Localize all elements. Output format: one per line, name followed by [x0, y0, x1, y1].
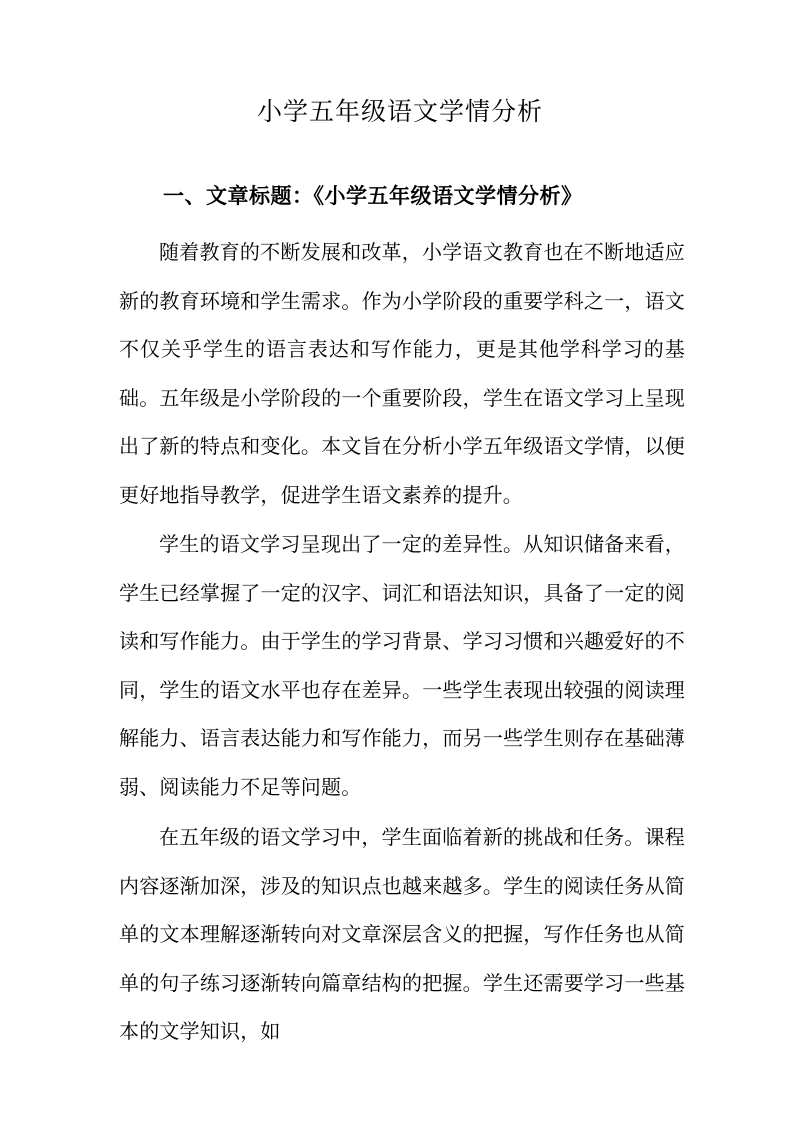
document-title: 小学五年级语文学情分析	[256, 97, 543, 126]
paragraph-intro: 随着教育的不断发展和改革，小学语文教育也在不断地适应新的教育环境和学生需求。作为小学阶段的重要学科之一，语文不仅关乎学生的语言表达和写作能力，更是其他学科学习的基础。五年级是小学阶段的一个重要阶段，学生在语文学习上呈现出了新的特点和变化。本文旨在分析小学五年级语文学情，以便更好地指导教学，促进学生语文素养的提升。	[119, 240, 685, 507]
section-heading: 一、文章标题：《小学五年级语文学情分析》	[163, 183, 583, 208]
paragraph-differences: 学生的语文学习呈现出了一定的差异性。从知识储备来看，学生已经掌握了一定的汉字、词汇和语法知识，具备了一定的阅读和写作能力。由于学生的学习背景、学习习惯和兴趣爱好的不同，学生的语文水平也存在差异。一些学生表现出较强的阅读理解能力、语言表达能力和写作能力，而另一些学生则存在基础薄弱、阅读能力不足等问题。	[119, 532, 685, 799]
paragraph-challenges: 在五年级的语文学习中，学生面临着新的挑战和任务。课程内容逐渐加深，涉及的知识点也越来越多。学生的阅读任务从简单的文本理解逐渐转向对文章深层含义的把握，写作任务也从简单的句子练习逐渐转向篇章结构的把握。学生还需要学习一些基本的文学知识，如	[119, 825, 685, 1043]
